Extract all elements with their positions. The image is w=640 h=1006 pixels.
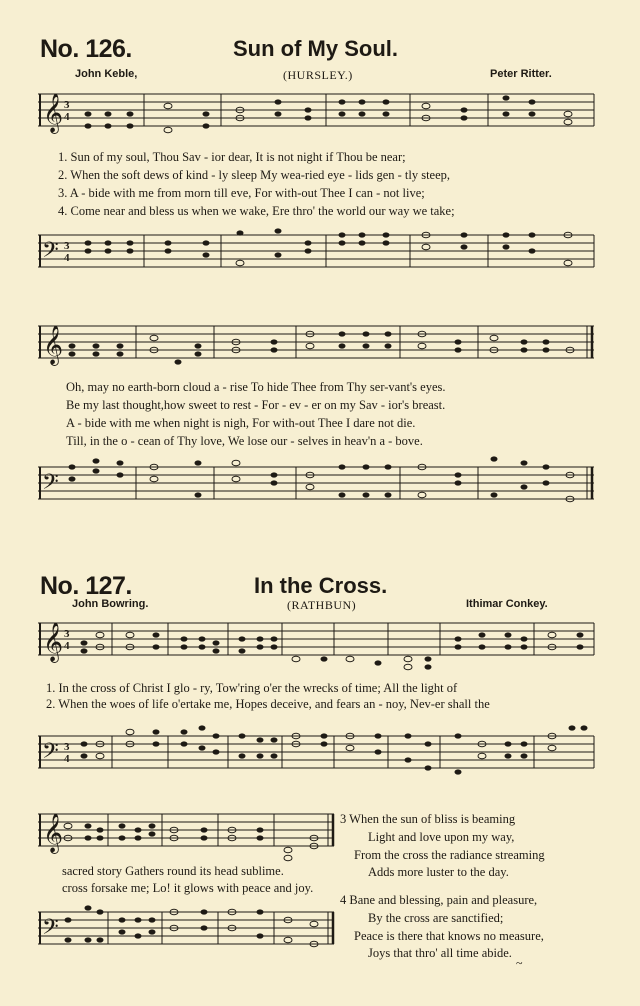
hymn-126-tune: (HURSLEY.): [283, 68, 353, 82]
verse-127-line-4: cross forsake me; Lo! it glows with peace and joy.: [62, 881, 314, 895]
svg-text:4: 4: [64, 252, 70, 264]
svg-text:𝄞: 𝄞: [43, 95, 64, 132]
verse-127-line-1: 1. In the cross of Christ I glo - ry, Tow'ring o'er the wrecks of time; All the light of: [46, 681, 458, 695]
hymn-127-composer: Ithimar Conkey.: [466, 598, 548, 610]
svg-text:3: 3: [64, 741, 70, 753]
verse-126-line-6: Be my last thought,how sweet to rest - For - ev - er on my Sav - ior's breast.: [66, 398, 446, 412]
verse-127-line-2: 2. When the woes of life o'ertake me, Hopes deceive, and fears an - noy, Nev-er shall the: [46, 697, 490, 711]
svg-text:𝄢: 𝄢: [42, 915, 59, 944]
svg-text:3: 3: [64, 99, 70, 111]
svg-text:𝄞: 𝄞: [43, 327, 64, 364]
hymn-126-composer: Peter Ritter.: [490, 68, 552, 80]
svg-text:𝄢: 𝄢: [42, 470, 59, 499]
svg-text:𝄞: 𝄞: [43, 624, 64, 661]
svg-text:𝄞: 𝄞: [43, 815, 64, 852]
stanza-3-line-2: Light and love upon my way,: [368, 830, 515, 844]
hymn-127-number: No. 127.: [40, 572, 132, 600]
stanza-3-line-4: Adds more luster to the day.: [368, 865, 509, 879]
hymn-127-tune: (RATHBUN): [287, 598, 357, 612]
svg-text:4: 4: [64, 753, 70, 765]
svg-text:4: 4: [64, 111, 70, 123]
stanza-3-line-1: 3 When the sun of bliss is beaming: [340, 812, 516, 826]
stanza-4-line-1: 4 Bane and blessing, pain and pleasure,: [340, 893, 538, 907]
bass-staff-127-2: [38, 900, 338, 962]
verse-126-line-7: A - bide with me when night is nigh, For with-out Thee I dare not die.: [66, 416, 416, 430]
svg-text:3: 3: [64, 628, 70, 640]
stanza-3-line-3: From the cross the radiance streaming: [354, 848, 545, 862]
treble-staff-127-2: [38, 804, 338, 866]
hymn-127-title: In the Cross.: [254, 573, 388, 598]
hymn-126-author: John Keble,: [75, 68, 138, 80]
stanza-4-line-4: Joys that thro' all time abide.: [368, 946, 512, 960]
verse-126-line-5: Oh, may no earth-born cloud a - rise To hide Thee from Thy ser-vant's eyes.: [66, 380, 446, 394]
stanza-4-line-2: By the cross are sanctified;: [368, 911, 504, 925]
treble-staff-127-1: [38, 615, 598, 675]
svg-text:𝄢: 𝄢: [42, 238, 59, 267]
hymn-126-number: No. 126.: [40, 35, 132, 63]
bass-staff-126-1: [38, 225, 598, 275]
end-ornament: ~: [516, 956, 523, 970]
verse-126-line-2: 2. When the soft dews of kind - ly sleep My wea-ried eye - lids gen - tly steep,: [58, 168, 451, 182]
treble-staff-126-2: [38, 318, 598, 373]
hymn-127-author: John Bowring.: [72, 598, 149, 610]
treble-staff-126-1: [38, 90, 598, 140]
verse-126-line-8: Till, in the o - cean of Thy love, We lose our - selves in heav'n a - bove.: [66, 434, 423, 448]
svg-text:𝄢: 𝄢: [42, 739, 59, 768]
svg-text:4: 4: [64, 640, 70, 652]
stanza-4-line-3: Peace is there that knows no measure,: [354, 929, 544, 943]
hymn-126-title: Sun of My Soul.: [233, 36, 398, 61]
bass-staff-126-2: [38, 455, 598, 510]
verse-126-line-3: 3. A - bide with me from morn till eve, For with-out Thee I can - not live;: [58, 186, 425, 200]
verse-126-line-1: 1. Sun of my soul, Thou Sav - ior dear, It is not night if Thou be near;: [58, 150, 406, 164]
verse-126-line-4: 4. Come near and bless us when we wake, Ere thro' the world our way we take;: [58, 204, 455, 218]
svg-text:3: 3: [64, 240, 70, 252]
bass-staff-127-1: [38, 722, 598, 782]
verse-127-line-3: sacred story Gathers round its head sublime.: [62, 864, 284, 878]
